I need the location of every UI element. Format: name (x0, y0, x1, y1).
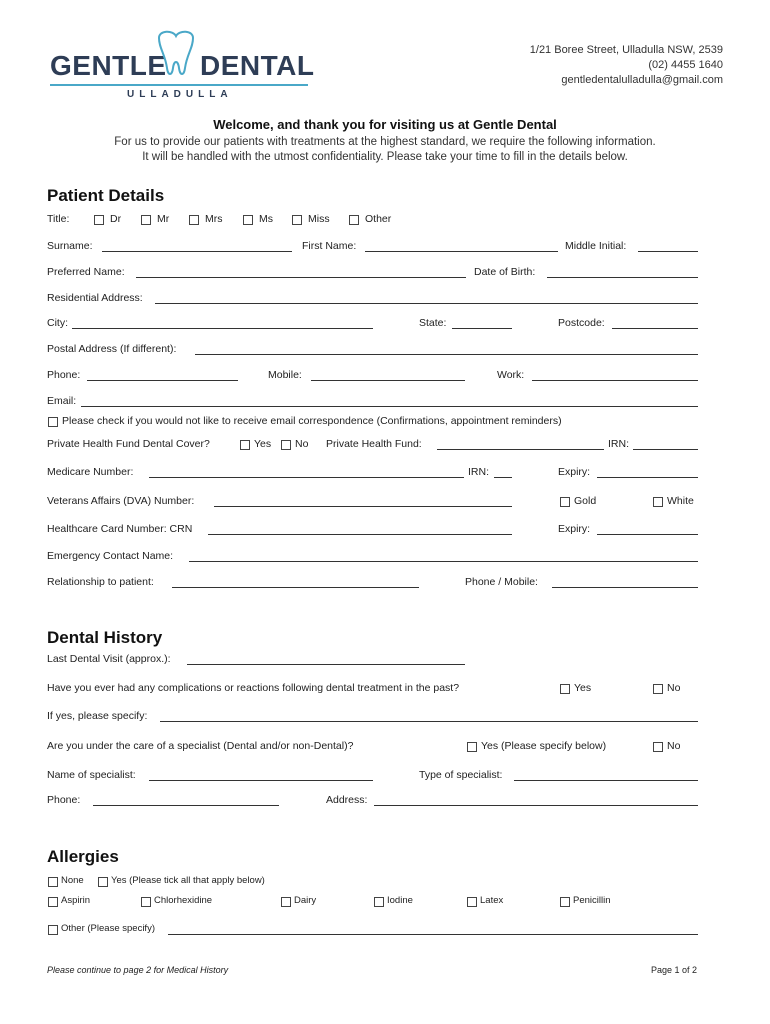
practice-address: 1/21 Boree Street, Ulladulla NSW, 2539 (529, 44, 723, 56)
phone-field[interactable] (87, 380, 238, 381)
patient-details-heading: Patient Details (47, 186, 165, 205)
allergy-penicillin-checkbox[interactable] (560, 897, 570, 907)
allergy-none-checkbox[interactable] (48, 877, 58, 887)
title-dr-checkbox[interactable] (94, 215, 104, 225)
phf-no-label: No (295, 438, 309, 450)
title-mr-checkbox[interactable] (141, 215, 151, 225)
phf-cover-label: Private Health Fund Dental Cover? (47, 438, 210, 450)
middle-initial-field[interactable] (638, 251, 698, 252)
if-yes-label: If yes, please specify: (47, 710, 148, 722)
specialist-yes-checkbox[interactable] (467, 742, 477, 752)
phf-yes-label: Yes (254, 438, 272, 450)
page-number: Page 1 of 2 (651, 965, 698, 975)
footer-continue-note: Please continue to page 2 for Medical History (47, 965, 229, 975)
specialist-phone-field[interactable] (93, 805, 279, 806)
medicare-label: Medicare Number: (47, 466, 134, 478)
tooth-icon (153, 28, 199, 80)
dental-history-heading: Dental History (47, 628, 163, 647)
logo-word-dental: DENTAL (200, 50, 315, 81)
allergy-other-label: Other (Please specify) (61, 923, 155, 934)
phf-no-checkbox[interactable] (281, 440, 291, 450)
phf-yes-checkbox[interactable] (240, 440, 250, 450)
specialist-no-checkbox[interactable] (653, 742, 663, 752)
title-mrs-checkbox[interactable] (189, 215, 199, 225)
phf-irn-label: IRN: (608, 438, 629, 450)
specialist-address-label: Address: (326, 794, 368, 806)
healthcare-field[interactable] (208, 534, 512, 535)
dva-white-checkbox[interactable] (653, 497, 663, 507)
allergies-heading: Allergies (47, 847, 119, 866)
city-label: City: (47, 317, 68, 329)
surname-label: Surname: (47, 240, 93, 252)
allergy-penicillin-label: Penicillin (573, 895, 611, 906)
mobile-label: Mobile: (268, 369, 302, 381)
last-visit-label: Last Dental Visit (approx.): (47, 653, 171, 665)
title-miss-checkbox[interactable] (292, 215, 302, 225)
logo-word-gentle: GENTLE (50, 50, 167, 81)
mobile-field[interactable] (311, 380, 465, 381)
relationship-label: Relationship to patient: (47, 576, 154, 588)
phf-label: Private Health Fund: (326, 438, 422, 450)
middle-initial-label: Middle Initial: (565, 240, 627, 252)
allergy-yes-checkbox[interactable] (98, 877, 108, 887)
specialist-name-field[interactable] (149, 780, 373, 781)
phf-irn-field[interactable] (633, 449, 698, 450)
specialist-phone-label: Phone: (47, 794, 81, 806)
allergy-other-checkbox[interactable] (48, 925, 58, 935)
allergy-latex-checkbox[interactable] (467, 897, 477, 907)
residential-address-label: Residential Address: (47, 292, 143, 304)
specialist-address-field[interactable] (374, 805, 698, 806)
emergency-contact-field[interactable] (189, 561, 698, 562)
complications-no-label: No (667, 682, 681, 694)
healthcare-expiry-field[interactable] (597, 534, 698, 535)
dva-label: Veterans Affairs (DVA) Number: (47, 495, 195, 507)
allergy-aspirin-label: Aspirin (61, 895, 91, 906)
email-field[interactable] (81, 406, 698, 407)
work-field[interactable] (532, 380, 698, 381)
allergy-dairy-checkbox[interactable] (281, 897, 291, 907)
healthcare-label: Healthcare Card Number: CRN (47, 523, 193, 535)
complications-no-checkbox[interactable] (653, 684, 663, 694)
title-mr-label: Mr (157, 213, 170, 225)
preferred-name-label: Preferred Name: (47, 266, 125, 278)
phone-label: Phone: (47, 369, 81, 381)
specialist-yes-label: Yes (Please specify below) (481, 740, 607, 752)
title-other-label: Other (365, 213, 392, 225)
specialist-question: Are you under the care of a specialist (Dental and/or non-Dental)? (47, 740, 354, 752)
allergy-none-label: None (61, 875, 84, 886)
relationship-field[interactable] (172, 587, 419, 588)
last-visit-field[interactable] (187, 664, 465, 665)
email-label: Email: (47, 395, 77, 407)
allergy-latex-label: Latex (480, 895, 504, 906)
specialist-no-label: No (667, 740, 681, 752)
practice-phone: (02) 4455 1640 (648, 59, 723, 71)
postal-address-field[interactable] (195, 354, 698, 355)
title-label: Title: (47, 213, 70, 225)
allergy-chlorhexidine-checkbox[interactable] (141, 897, 151, 907)
practice-email: gentledentalulladulla@gmail.com (561, 74, 723, 86)
dva-white-label: White (667, 495, 694, 507)
postcode-field[interactable] (612, 328, 698, 329)
medicare-irn-label: IRN: (468, 466, 489, 478)
title-other-checkbox[interactable] (349, 215, 359, 225)
title-dr-label: Dr (110, 213, 122, 225)
phf-field[interactable] (437, 449, 604, 450)
residential-address-field[interactable] (155, 303, 698, 304)
complications-yes-checkbox[interactable] (560, 684, 570, 694)
emergency-phone-field[interactable] (552, 587, 698, 588)
postal-address-label: Postal Address (If different): (47, 343, 177, 355)
medicare-expiry-field[interactable] (597, 477, 698, 478)
welcome-title: Welcome, and thank you for visiting us at Gentle Dental (213, 117, 557, 132)
first-name-field[interactable] (365, 251, 558, 252)
allergy-iodine-label: Iodine (387, 895, 413, 906)
title-ms-checkbox[interactable] (243, 215, 253, 225)
state-field[interactable] (452, 328, 512, 329)
healthcare-expiry-label: Expiry: (558, 523, 591, 535)
title-miss-label: Miss (308, 213, 330, 225)
preferred-name-field[interactable] (136, 277, 466, 278)
dva-gold-checkbox[interactable] (560, 497, 570, 507)
dob-label: Date of Birth: (474, 266, 536, 278)
allergy-iodine-checkbox[interactable] (374, 897, 384, 907)
complications-question: Have you ever had any complications or reactions following dental treatment in the past? (47, 682, 460, 694)
if-yes-field[interactable] (160, 721, 698, 722)
allergy-other-field[interactable] (168, 934, 698, 935)
dva-gold-label: Gold (574, 495, 597, 507)
medicare-field[interactable] (149, 477, 464, 478)
title-ms-label: Ms (259, 213, 273, 225)
specialist-name-label: Name of specialist: (47, 769, 136, 781)
intro-line-1: For us to provide our patients with treatments at the highest standard, we require the following information. (114, 136, 656, 148)
allergy-chlorhexidine-label: Chlorhexidine (154, 895, 213, 906)
first-name-label: First Name: (302, 240, 357, 252)
email-optout-label: Please check if you would not like to receive email correspondence (Confirmations, appointment reminders) (62, 415, 562, 427)
dob-field[interactable] (547, 277, 698, 278)
dva-field[interactable] (214, 506, 512, 507)
email-optout-checkbox[interactable] (48, 417, 58, 427)
allergy-dairy-label: Dairy (294, 895, 317, 906)
specialist-type-field[interactable] (514, 780, 698, 781)
emergency-contact-label: Emergency Contact Name: (47, 550, 174, 562)
work-label: Work: (497, 369, 525, 381)
medicare-expiry-label: Expiry: (558, 466, 591, 478)
state-label: State: (419, 317, 447, 329)
emergency-phone-label: Phone / Mobile: (465, 576, 538, 588)
allergy-yes-label: Yes (Please tick all that apply below) (111, 875, 265, 886)
intro-line-2: It will be handled with the utmost confidentiality. Please take your time to fill in the details below. (142, 151, 628, 163)
specialist-type-label: Type of specialist: (419, 769, 503, 781)
title-mrs-label: Mrs (205, 213, 223, 225)
logo-subtitle: ULLADULLA (127, 89, 233, 100)
surname-field[interactable] (102, 251, 292, 252)
city-field[interactable] (72, 328, 373, 329)
logo-underline (50, 84, 308, 86)
medicare-irn-field[interactable] (494, 477, 512, 478)
postcode-label: Postcode: (558, 317, 605, 329)
complications-yes-label: Yes (574, 682, 592, 694)
allergy-aspirin-checkbox[interactable] (48, 897, 58, 907)
